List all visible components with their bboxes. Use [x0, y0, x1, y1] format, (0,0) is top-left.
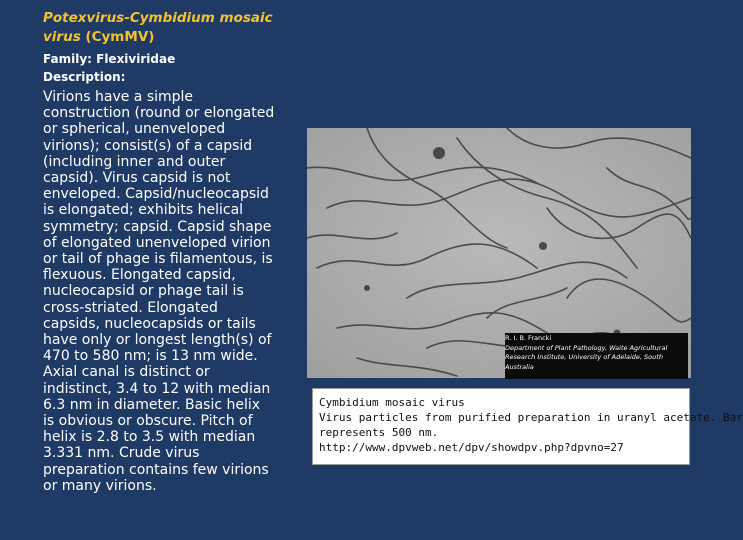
family-block — [43, 50, 283, 86]
credit-name: R. I. B. Francki — [505, 334, 552, 342]
caption-line-1: Cymbidium mosaic virus — [319, 396, 465, 409]
description-text: Virions have a simple construction (round or elongated or spherical, unenveloped virions); consist(s) of a capsid (including inner and outer capsid). Virus capsid is not enveloped. Capsid/nucleocapsid is elongated; exhibits helical symmetry; capsid. Capsid shape of elongated unenveloped virion or tail of phage is filamentous, is flexuous. Elongated capsid, nucleocapsid or phage tail is cross-striated. Elongated capsids, nucleocapsids or tails have only or longest length(s) of 470 to 580 nm; is 13 nm wide. Axial canal is distinct or indistinct, 3.4 to 12 with median 6.3 nm in diameter. Basic helix is obvious or obscure. Pitch of helix is 2.8 to 3.5 with median 3.331 nm. Crude virus preparation contains few virions or many virions. — [43, 89, 275, 494]
title-abbreviation: (CymMV) — [80, 29, 155, 45]
family-line: Family: Flexiviridae — [43, 52, 176, 66]
page-title — [43, 9, 283, 47]
credit-line-3: Australia — [505, 362, 534, 371]
title-virus-name: Potexvirus-Cymbidium mosaic virus — [43, 10, 273, 45]
credit-line-2: Research Institute, University of Adelaide, South — [505, 353, 663, 361]
caption-url: http://www.dpvweb.net/dpv/showdpv.php?dpvno=27 — [319, 441, 624, 454]
description-label: Description: — [43, 70, 126, 84]
credit-line-1: Department of Plant Pathology, Waite Agricultural — [505, 343, 668, 352]
photo-credit — [505, 333, 688, 379]
image-caption — [312, 388, 743, 465]
caption-line-3: represents 500 nm. — [319, 426, 439, 439]
caption-line-2: Virus particles from purified preparation in uranyl acetate. Bar — [319, 411, 743, 424]
